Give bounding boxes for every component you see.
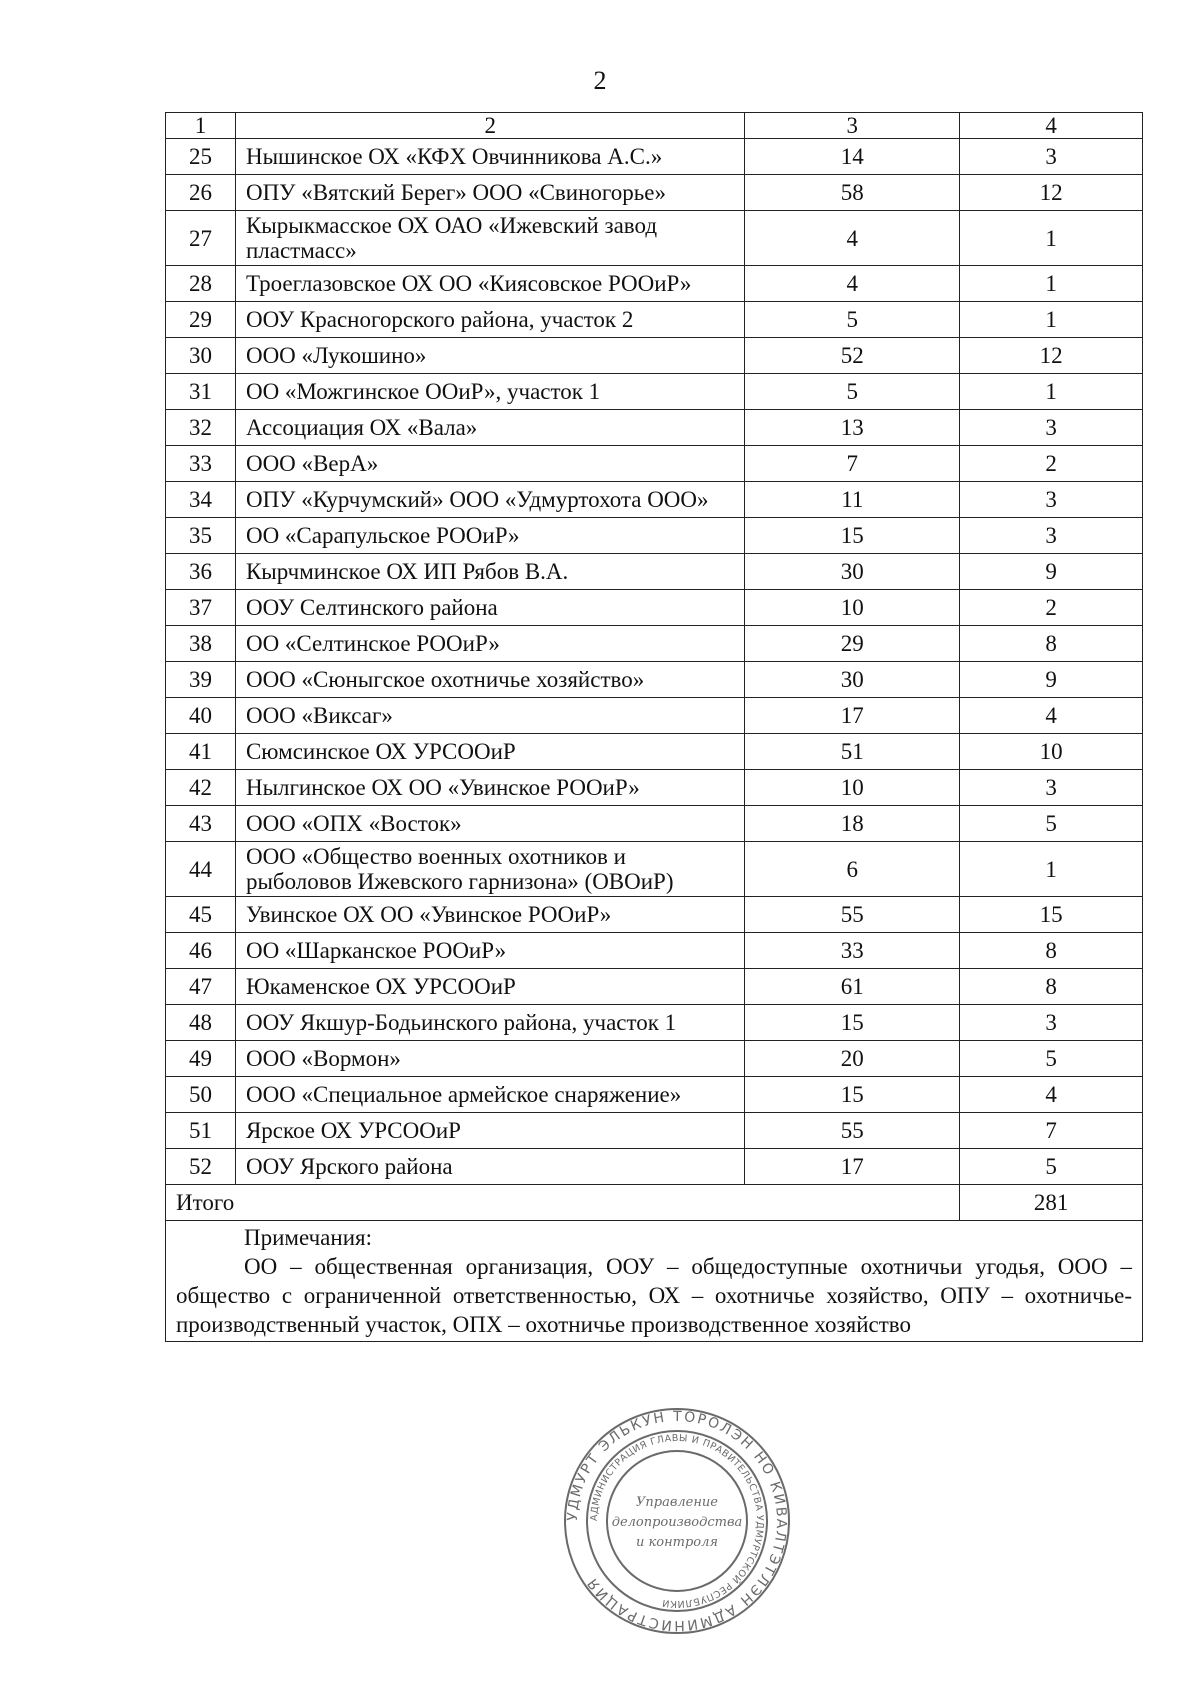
row-col3: 29 (745, 626, 960, 662)
row-col4: 1 (960, 266, 1143, 302)
row-col4: 12 (960, 175, 1143, 211)
organizations-table (165, 112, 1143, 1342)
row-number: 31 (166, 374, 236, 410)
table-row (166, 626, 1143, 662)
row-col4: 7 (960, 1113, 1143, 1149)
row-name: Ассоциация ОХ «Вала» (235, 410, 744, 446)
table-row (166, 338, 1143, 374)
row-col4: 3 (960, 1005, 1143, 1041)
notes-row (166, 1221, 1143, 1342)
row-col4: 10 (960, 734, 1143, 770)
page-number: 2 (593, 66, 607, 95)
row-col3: 17 (745, 1149, 960, 1185)
row-number: 47 (166, 969, 236, 1005)
table-row (166, 590, 1143, 626)
row-col3: 20 (745, 1041, 960, 1077)
table-row (166, 139, 1143, 175)
seal-center-line-2: делопроизводства (611, 1515, 743, 1530)
row-name: Юкаменское ОХ УРСООиР (235, 969, 744, 1005)
row-number: 35 (166, 518, 236, 554)
row-col4: 3 (960, 770, 1143, 806)
total-label: Итого (166, 1185, 960, 1221)
row-col4: 5 (960, 806, 1143, 842)
row-col3: 4 (745, 211, 960, 266)
total-value: 281 (960, 1185, 1143, 1221)
row-col4: 1 (960, 842, 1143, 897)
row-col4: 3 (960, 410, 1143, 446)
header-cell-1: 1 (166, 113, 236, 139)
row-col3: 51 (745, 734, 960, 770)
seal-inner-text: АДМИНИСТРАЦИЯ ГЛАВЫ И ПРАВИТЕЛЬСТВА УДМУРТСКОЙ РЕСПУБЛИКИ (588, 1432, 766, 1610)
row-col3: 55 (745, 897, 960, 933)
row-col3: 11 (745, 482, 960, 518)
row-name: ОО «Шарканское РООиР» (235, 933, 744, 969)
row-number: 26 (166, 175, 236, 211)
row-col3: 10 (745, 590, 960, 626)
row-number: 45 (166, 897, 236, 933)
row-number: 30 (166, 338, 236, 374)
row-name: Нылгинское ОХ ОО «Увинское РООиР» (235, 770, 744, 806)
row-col3: 5 (745, 302, 960, 338)
table-row (166, 842, 1143, 897)
seal-outer-text: УДМУРТ ЭЛЬКУН ТОРОЛЭН НО КИВАЛТЭТЛЭН АДМИНИСТРАЦИЯ (564, 1408, 790, 1634)
row-col3: 6 (745, 842, 960, 897)
table-row (166, 374, 1143, 410)
notes-cell (166, 1221, 1143, 1342)
row-col4: 4 (960, 1077, 1143, 1113)
row-col3: 30 (745, 662, 960, 698)
row-number: 34 (166, 482, 236, 518)
row-col4: 8 (960, 933, 1143, 969)
row-col4: 8 (960, 626, 1143, 662)
row-name: Увинское ОХ ОО «Увинское РООиР» (235, 897, 744, 933)
table-row (166, 1077, 1143, 1113)
row-col3: 5 (745, 374, 960, 410)
row-col3: 17 (745, 698, 960, 734)
row-number: 39 (166, 662, 236, 698)
table-row (166, 446, 1143, 482)
row-name: Нышинское ОХ «КФХ Овчинникова А.С.» (235, 139, 744, 175)
table-row (166, 482, 1143, 518)
row-col3: 18 (745, 806, 960, 842)
row-name: ООО «Специальное армейское снаряжение» (235, 1077, 744, 1113)
row-col3: 15 (745, 1077, 960, 1113)
row-name: Ярское ОХ УРСООиР (235, 1113, 744, 1149)
row-name: Кырыкмасское ОХ ОАО «Ижевский завод пластмасс» (235, 211, 744, 266)
row-col3: 55 (745, 1113, 960, 1149)
row-col3: 13 (745, 410, 960, 446)
row-number: 52 (166, 1149, 236, 1185)
row-col3: 4 (745, 266, 960, 302)
row-number: 50 (166, 1077, 236, 1113)
row-col4: 12 (960, 338, 1143, 374)
row-col4: 5 (960, 1041, 1143, 1077)
row-name: ООО «ОПХ «Восток» (235, 806, 744, 842)
row-name: Троеглазовское ОХ ОО «Киясовское РООиР» (235, 266, 744, 302)
table-header-row (166, 113, 1143, 139)
row-name: ООО «Сюныгское охотничье хозяйство» (235, 662, 744, 698)
row-name: ОПУ «Вятский Берег» ООО «Свиногорье» (235, 175, 744, 211)
table-row (166, 554, 1143, 590)
row-col4: 1 (960, 374, 1143, 410)
row-number: 46 (166, 933, 236, 969)
table-row (166, 933, 1143, 969)
table-row (166, 410, 1143, 446)
table-row (166, 1149, 1143, 1185)
table-row (166, 734, 1143, 770)
row-number: 49 (166, 1041, 236, 1077)
row-number: 27 (166, 211, 236, 266)
header-cell-3: 3 (745, 113, 960, 139)
row-col3: 10 (745, 770, 960, 806)
row-col4: 5 (960, 1149, 1143, 1185)
row-col3: 58 (745, 175, 960, 211)
row-name: ООУ Красногорского района, участок 2 (235, 302, 744, 338)
table-row (166, 175, 1143, 211)
row-name: ООО «Лукошино» (235, 338, 744, 374)
table-row (166, 518, 1143, 554)
table-row (166, 897, 1143, 933)
header-cell-2: 2 (235, 113, 744, 139)
header-cell-4: 4 (960, 113, 1143, 139)
row-number: 41 (166, 734, 236, 770)
row-number: 36 (166, 554, 236, 590)
table-row (166, 662, 1143, 698)
row-col4: 4 (960, 698, 1143, 734)
table-row (166, 969, 1143, 1005)
row-number: 40 (166, 698, 236, 734)
table-row (166, 770, 1143, 806)
row-name: ОО «Сарапульское РООиР» (235, 518, 744, 554)
row-col4: 1 (960, 302, 1143, 338)
row-name: ООО «Общество военных охотников и рыболовов Ижевского гарнизона» (ОВОиР) (235, 842, 744, 897)
row-col4: 2 (960, 590, 1143, 626)
row-col4: 8 (960, 969, 1143, 1005)
table-row (166, 211, 1143, 266)
row-col3: 15 (745, 1005, 960, 1041)
row-col3: 7 (745, 446, 960, 482)
row-number: 25 (166, 139, 236, 175)
row-name: ОО «Можгинское ООиР», участок 1 (235, 374, 744, 410)
row-col4: 9 (960, 554, 1143, 590)
row-name: ООУ Ярского района (235, 1149, 744, 1185)
table-row (166, 1041, 1143, 1077)
row-col3: 15 (745, 518, 960, 554)
row-name: ОПУ «Курчумский» ООО «Удмуртохота ООО» (235, 482, 744, 518)
row-number: 28 (166, 266, 236, 302)
row-col3: 61 (745, 969, 960, 1005)
row-col3: 14 (745, 139, 960, 175)
notes-text: ОО – общественная организация, ООУ – общедоступные охотничьи угодья, ООО – общество с ограниченной ответственностью, ОХ – охотничье хозяйство, ОПУ – охотничье-производственный участок, ОПХ – охотничье производственное хозяйство (176, 1254, 1132, 1337)
table-row (166, 698, 1143, 734)
row-col4: 9 (960, 662, 1143, 698)
row-col3: 30 (745, 554, 960, 590)
row-number: 38 (166, 626, 236, 662)
row-name: ООО «ВерА» (235, 446, 744, 482)
row-number: 33 (166, 446, 236, 482)
row-col3: 33 (745, 933, 960, 969)
row-col4: 3 (960, 518, 1143, 554)
table-row (166, 806, 1143, 842)
row-col4: 15 (960, 897, 1143, 933)
row-name: ООО «Виксаг» (235, 698, 744, 734)
seal-center-line-3: и контроля (635, 1535, 719, 1550)
table-row (166, 1113, 1143, 1149)
row-col4: 2 (960, 446, 1143, 482)
notes-title: Примечания: (244, 1225, 372, 1250)
row-number: 29 (166, 302, 236, 338)
seal-center-line-1: Управление (635, 1495, 719, 1510)
row-name: Кырчминское ОХ ИП Рябов В.А. (235, 554, 744, 590)
total-row (166, 1185, 1143, 1221)
row-number: 43 (166, 806, 236, 842)
official-seal (562, 1406, 792, 1636)
table-row (166, 302, 1143, 338)
row-number: 48 (166, 1005, 236, 1041)
table-row (166, 266, 1143, 302)
row-col3: 52 (745, 338, 960, 374)
row-number: 37 (166, 590, 236, 626)
row-number: 51 (166, 1113, 236, 1149)
row-number: 32 (166, 410, 236, 446)
row-name: ООУ Селтинского района (235, 590, 744, 626)
row-number: 44 (166, 842, 236, 897)
row-name: Сюмсинское ОХ УРСООиР (235, 734, 744, 770)
row-name: ООУ Якшур-Бодьинского района, участок 1 (235, 1005, 744, 1041)
row-number: 42 (166, 770, 236, 806)
row-col4: 1 (960, 211, 1143, 266)
row-col4: 3 (960, 139, 1143, 175)
row-name: ООО «Вормон» (235, 1041, 744, 1077)
row-name: ОО «Селтинское РООиР» (235, 626, 744, 662)
table-row (166, 1005, 1143, 1041)
row-col4: 3 (960, 482, 1143, 518)
